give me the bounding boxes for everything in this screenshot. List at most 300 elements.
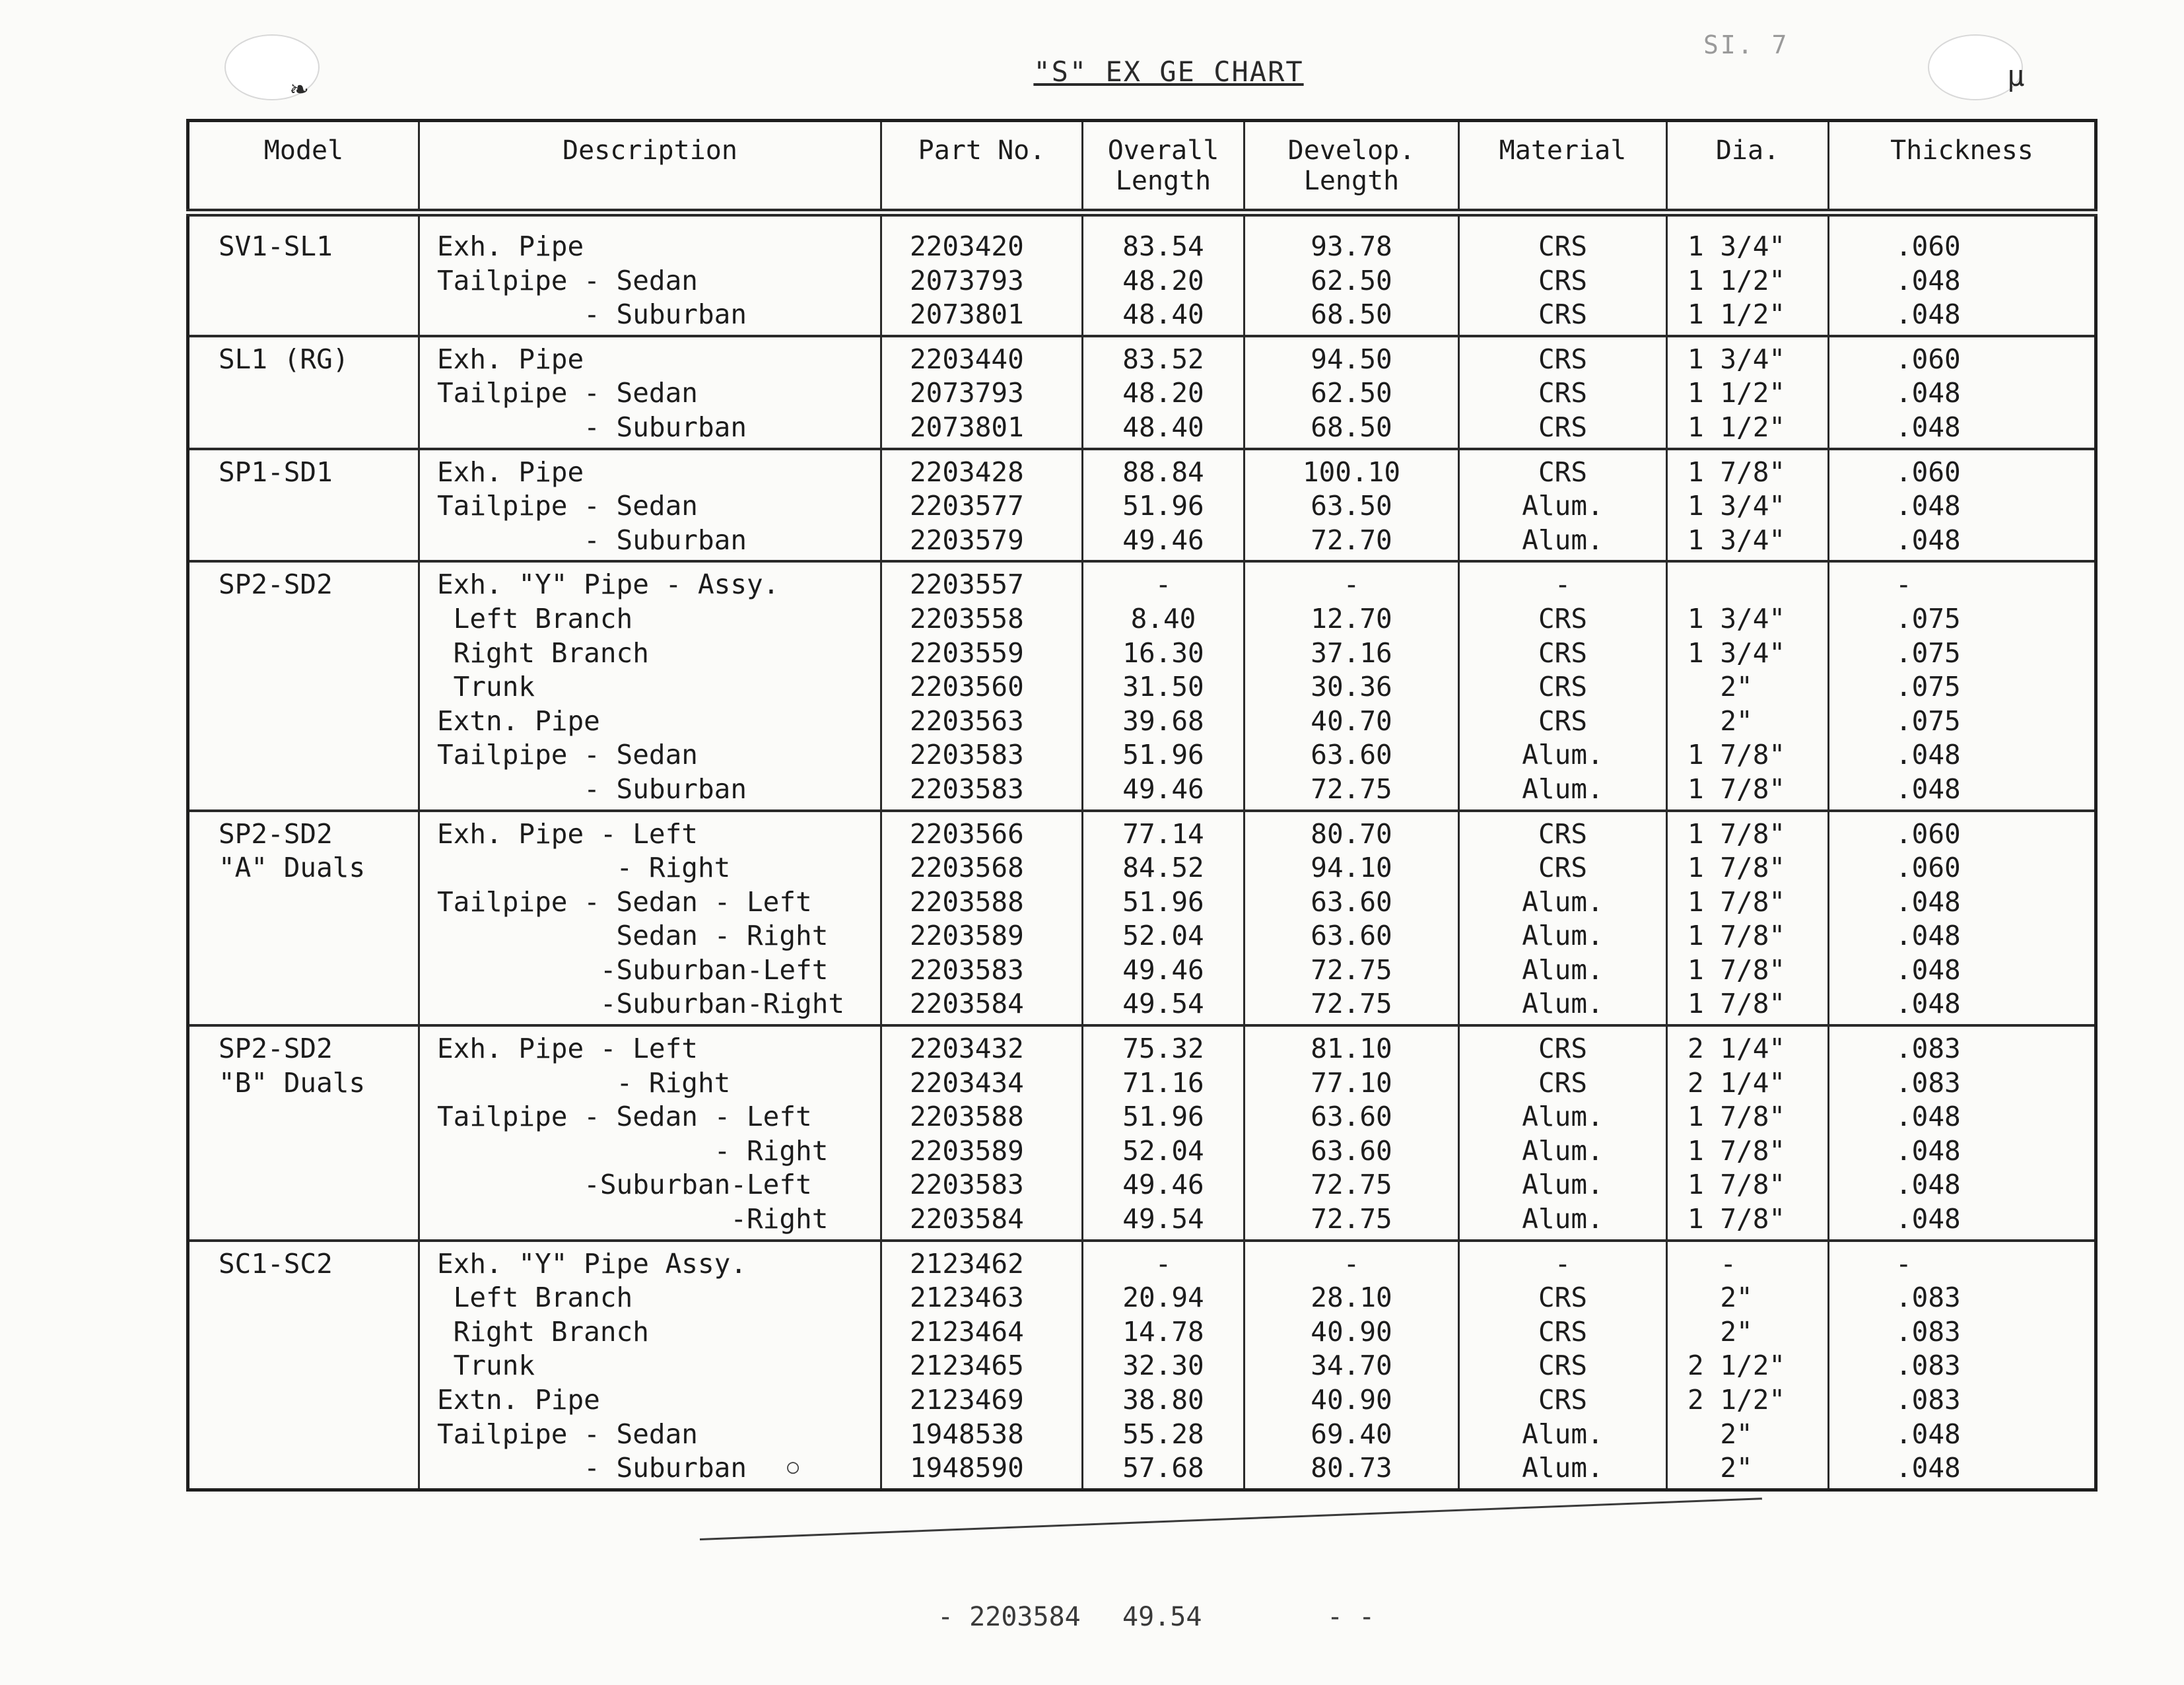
overall-length-value: 48.20 [1122,377,1204,409]
overall-length-cell [1083,561,1245,810]
develop-length-value: 63.60 [1311,1101,1392,1133]
material-value: CRS [1538,456,1588,488]
part-no-value: 2203563 [910,705,1024,737]
footer-fragment-left: - 2203584 [938,1602,1081,1632]
dia-cell [1667,213,1829,336]
overall-length-cell [1083,213,1245,336]
description-value: Extn. Pipe [437,705,600,737]
dia-value: 1 1/2" [1688,264,1786,296]
overall-length-value: 51.96 [1122,1101,1204,1133]
exhaust-pipe-chart-table [186,119,2098,1492]
develop-length-value: 40.90 [1311,1315,1392,1348]
material-value: CRS [1538,377,1588,409]
description-value: Exh. Pipe [437,230,584,262]
material-value: Alum. [1522,953,1604,986]
thickness-value: .075 [1895,671,1961,703]
dia-value: 1 7/8" [1688,1169,1786,1201]
model-label: SL1 (RG) [219,343,349,375]
part-no-value: 2203428 [910,456,1024,488]
table-header [188,121,2096,213]
thickness-value: .048 [1895,298,1961,331]
model-group [188,449,2096,562]
develop-length-cell [1245,561,1459,810]
part-no-value: 2203434 [910,1066,1024,1099]
part-no-cell [881,213,1083,336]
develop-length-value: 30.36 [1311,671,1392,703]
develop-length-value: - [1343,1247,1360,1280]
description-value: - Right [437,1066,731,1099]
description-value: - Suburban [437,298,747,331]
overall-length-value: 71.16 [1122,1066,1204,1099]
part-no-value: 2203588 [910,885,1024,918]
description-value: Left Branch [437,1282,633,1314]
description-value: Exh. Pipe [437,343,584,375]
part-no-value: 2203588 [910,1101,1024,1133]
thickness-value: - [1895,1247,1912,1280]
dia-value: 1 7/8" [1688,1101,1786,1133]
part-no-value: 2203566 [910,817,1024,850]
develop-length-value: 40.90 [1311,1384,1392,1416]
part-no-value: 2203589 [910,920,1024,952]
material-value: Alum. [1522,1418,1604,1450]
description-value: - Suburban [437,524,747,556]
develop-length-value: 28.10 [1311,1282,1392,1314]
thickness-value: .048 [1895,953,1961,986]
footer-fragment-mid: 49.54 [1122,1602,1202,1632]
material-value: Alum. [1522,920,1604,952]
part-no-value: 2203579 [910,524,1024,556]
dia-value: 1 3/4" [1688,636,1786,669]
develop-length-value: 81.10 [1311,1033,1392,1065]
model-group [188,213,2096,336]
header-overall-length-line1: Overall [1107,135,1219,166]
thickness-value: .048 [1895,377,1961,409]
dia-cell [1667,449,1829,562]
table-row [188,449,2096,562]
material-value: CRS [1538,1066,1588,1099]
dia-value: 2 1/2" [1688,1384,1786,1416]
material-value: Alum. [1522,1169,1604,1201]
overall-length-value: 51.96 [1122,885,1204,918]
description-value: Extn. Pipe [437,1384,600,1416]
material-value: CRS [1538,817,1588,850]
overall-length-value: 31.50 [1122,671,1204,703]
description-value: -Right [437,1203,829,1235]
thickness-value: .048 [1895,1169,1961,1201]
table-row [188,561,2096,810]
material-value: CRS [1538,1033,1588,1065]
thickness-value: .048 [1895,885,1961,918]
thickness-value: .048 [1895,739,1961,771]
handwritten-mark-icon: µ [2007,59,2025,93]
material-value: CRS [1538,636,1588,669]
overall-length-cell [1083,1025,1245,1241]
dia-value: 2 1/4" [1688,1066,1786,1099]
thickness-value: .048 [1895,1418,1961,1450]
part-no-value: 1948590 [910,1452,1024,1484]
thickness-value: .048 [1895,773,1961,805]
description-value: Trunk [437,1350,535,1382]
develop-length-value: 69.40 [1311,1418,1392,1450]
develop-length-value: 63.60 [1311,885,1392,918]
description-value: Tailpipe - Sedan - Left [437,1101,812,1133]
description-value: Tailpipe - Sedan [437,739,698,771]
develop-length-value: 68.50 [1311,298,1392,331]
develop-length-value: 72.75 [1311,988,1392,1020]
description-value: Tailpipe - Sedan [437,264,698,296]
overall-length-value: 55.28 [1122,1418,1204,1450]
thickness-value: .060 [1895,456,1961,488]
model-group [188,336,2096,449]
header-develop-length-line1: Develop. [1287,135,1416,166]
overall-length-value: 75.32 [1122,1033,1204,1065]
thickness-value: - [1895,568,1912,601]
develop-length-value: 12.70 [1311,602,1392,635]
develop-length-cell [1245,1241,1459,1490]
model-group [188,1241,2096,1490]
model-label: SP1-SD1 [219,456,333,488]
develop-length-cell [1245,811,1459,1026]
overall-length-value: - [1155,568,1172,601]
part-no-value: 2203557 [910,568,1024,601]
material-value: CRS [1538,230,1588,262]
material-value: Alum. [1522,885,1604,918]
part-no-value: 2203558 [910,602,1024,635]
dia-value: 1 7/8" [1688,456,1786,488]
material-value: Alum. [1522,988,1604,1020]
part-no-value: 2073793 [910,377,1024,409]
material-cell [1459,811,1667,1026]
model-label: "A" Duals [219,852,366,884]
overall-length-value: 49.54 [1122,1203,1204,1235]
thickness-value: .083 [1895,1384,1961,1416]
dia-value: 1 3/4" [1688,230,1786,262]
dia-value: 1 7/8" [1688,920,1786,952]
part-no-cell [881,811,1083,1026]
model-cell [188,1241,419,1490]
material-value: CRS [1538,852,1588,884]
overall-length-cell [1083,1241,1245,1490]
header-develop-length [1245,121,1459,213]
document-code: SI. 7 [1703,30,1789,59]
dia-value: 1 7/8" [1688,852,1786,884]
develop-length-value: 34.70 [1311,1350,1392,1382]
dia-value: 1 7/8" [1688,773,1786,805]
description-value: -Suburban-Right [437,988,845,1020]
description-value: - Suburban [437,773,747,805]
description-cell [419,213,881,336]
develop-length-value: 72.75 [1311,1169,1392,1201]
part-no-value: 2203589 [910,1134,1024,1167]
dia-value: 1 7/8" [1688,885,1786,918]
dia-value: 2" [1688,1418,1753,1450]
material-value: Alum. [1522,1134,1604,1167]
overall-length-value: 88.84 [1122,456,1204,488]
part-no-cell [881,449,1083,562]
table-row [188,213,2096,336]
part-no-value: 2203560 [910,671,1024,703]
model-cell [188,1025,419,1241]
dia-value: 1 7/8" [1688,988,1786,1020]
thickness-value: .048 [1895,988,1961,1020]
part-no-value: 2203568 [910,852,1024,884]
description-value: - Suburban [437,1452,747,1484]
develop-length-value: 100.10 [1302,456,1401,488]
header-overall-length [1083,121,1245,213]
model-label: SP2-SD2 [219,817,333,850]
description-cell [419,336,881,449]
overall-length-value: 83.54 [1122,230,1204,262]
header-material: Material [1459,121,1667,213]
thickness-value: .048 [1895,524,1961,556]
description-value: Right Branch [437,1315,649,1348]
dia-cell [1667,561,1829,810]
overall-length-value: 48.20 [1122,264,1204,296]
develop-length-value: 63.60 [1311,739,1392,771]
material-value: Alum. [1522,490,1604,522]
dia-value: 1 7/8" [1688,739,1786,771]
header-dia: Dia. [1667,121,1829,213]
develop-length-value: 80.70 [1311,817,1392,850]
dia-cell [1667,336,1829,449]
material-cell [1459,449,1667,562]
handwritten-mark-icon: ❧ [290,71,308,105]
material-cell [1459,1241,1667,1490]
part-no-value: 2123463 [910,1282,1024,1314]
develop-length-value: 72.75 [1311,1203,1392,1235]
part-no-value: 2203440 [910,343,1024,375]
develop-length-value: 72.75 [1311,953,1392,986]
description-value: Tailpipe - Sedan [437,1418,698,1450]
develop-length-value: 94.50 [1311,343,1392,375]
overall-length-cell [1083,449,1245,562]
develop-length-value: 72.70 [1311,524,1392,556]
develop-length-value: 37.16 [1311,636,1392,669]
develop-length-value: 63.60 [1311,1134,1392,1167]
overall-length-value: 49.46 [1122,773,1204,805]
material-cell [1459,1025,1667,1241]
model-label: SP2-SD2 [219,1033,333,1065]
description-cell [419,449,881,562]
dia-value: 1 7/8" [1688,1203,1786,1235]
material-value: Alum. [1522,773,1604,805]
develop-length-value: 77.10 [1311,1066,1392,1099]
material-value: CRS [1538,298,1588,331]
material-cell [1459,336,1667,449]
overall-length-value: 49.46 [1122,1169,1204,1201]
overall-length-value: 51.96 [1122,490,1204,522]
develop-length-value: 68.50 [1311,411,1392,443]
thickness-value: .083 [1895,1066,1961,1099]
header-thickness: Thickness [1829,121,2096,213]
table-row [188,336,2096,449]
model-cell [188,811,419,1026]
dia-value: 2 1/2" [1688,1350,1786,1382]
overall-length-value: 16.30 [1122,636,1204,669]
description-cell [419,1241,881,1490]
dia-cell [1667,811,1829,1026]
overall-length-value: 49.54 [1122,988,1204,1020]
dia-value: 1 3/4" [1688,524,1786,556]
thickness-value: .048 [1895,1134,1961,1167]
develop-length-value: 40.70 [1311,705,1392,737]
thickness-value: .048 [1895,1101,1961,1133]
thickness-cell [1829,336,2096,449]
overall-length-value: 32.30 [1122,1350,1204,1382]
thickness-value: .083 [1895,1350,1961,1382]
model-label: SP2-SD2 [219,568,333,601]
description-value: Right Branch [437,636,649,669]
model-label: SC1-SC2 [219,1247,333,1280]
description-cell [419,1025,881,1241]
thickness-value: .048 [1895,264,1961,296]
part-no-value: 2203584 [910,1203,1024,1235]
overall-length-value: 84.52 [1122,852,1204,884]
overall-length-value: 52.04 [1122,920,1204,952]
description-value: Exh. Pipe - Left [437,817,698,850]
develop-length-value: 62.50 [1311,264,1392,296]
dia-value: 2" [1688,671,1753,703]
dia-value: 2" [1688,705,1753,737]
part-no-value: 2123464 [910,1315,1024,1348]
part-no-value: 2073801 [910,298,1024,331]
thickness-value: .048 [1895,1452,1961,1484]
chart-title: "S" EX GE CHART [1033,55,1304,88]
description-value: Sedan - Right [437,920,829,952]
overall-length-value: 49.46 [1122,524,1204,556]
material-value: Alum. [1522,524,1604,556]
description-value: Exh. Pipe - Left [437,1033,698,1065]
part-no-value: 2073801 [910,411,1024,443]
overall-length-value: 83.52 [1122,343,1204,375]
thickness-value: .075 [1895,705,1961,737]
develop-length-value: 80.73 [1311,1452,1392,1484]
description-cell [419,561,881,810]
develop-length-value: 63.60 [1311,920,1392,952]
header-model: Model [188,121,419,213]
description-value: Left Branch [437,602,633,635]
overall-length-value: 38.80 [1122,1384,1204,1416]
material-value: - [1554,568,1571,601]
description-value: Exh. "Y" Pipe - Assy. [437,568,780,601]
dia-value: 1 3/4" [1688,343,1786,375]
dia-value: 1 7/8" [1688,1134,1786,1167]
model-cell [188,213,419,336]
table-row [188,1025,2096,1241]
thickness-value: .060 [1895,343,1961,375]
develop-length-cell [1245,213,1459,336]
footer-rule [700,1497,1762,1540]
thickness-value: .048 [1895,490,1961,522]
table-row [188,1241,2096,1490]
material-value: CRS [1538,602,1588,635]
dia-value: 1 7/8" [1688,953,1786,986]
material-value: - [1554,1247,1571,1280]
thickness-value: .083 [1895,1033,1961,1065]
part-no-cell [881,1241,1083,1490]
dia-value: 1 1/2" [1688,298,1786,331]
develop-length-value: 72.75 [1311,773,1392,805]
overall-length-value: 57.68 [1122,1452,1204,1484]
overall-length-value: 8.40 [1130,602,1196,635]
part-no-value: 2203583 [910,1169,1024,1201]
thickness-cell [1829,561,2096,810]
develop-length-value: 94.10 [1311,852,1392,884]
overall-length-value: 48.40 [1122,298,1204,331]
description-value: - Suburban [437,411,747,443]
header-description: Description [419,121,881,213]
model-cell [188,449,419,562]
thickness-cell [1829,213,2096,336]
overall-length-value: 39.68 [1122,705,1204,737]
material-value: CRS [1538,1350,1588,1382]
header-overall-length-line2: Length [1115,166,1211,196]
material-value: CRS [1538,264,1588,296]
part-no-value: 1948538 [910,1418,1024,1450]
thickness-value: .083 [1895,1315,1961,1348]
description-value: - Right [437,1134,829,1167]
description-value: Tailpipe - Sedan [437,490,698,522]
thickness-value: .048 [1895,920,1961,952]
overall-length-value: 52.04 [1122,1134,1204,1167]
thickness-cell [1829,811,2096,1026]
part-no-value: 2203583 [910,773,1024,805]
header-part-no: Part No. [881,121,1083,213]
part-no-value: 2123469 [910,1384,1024,1416]
material-cell [1459,213,1667,336]
part-no-cell [881,561,1083,810]
overall-length-value: 48.40 [1122,411,1204,443]
part-no-value: 2203577 [910,490,1024,522]
description-value: Trunk [437,671,535,703]
model-group [188,1025,2096,1241]
develop-length-value: 63.50 [1311,490,1392,522]
dia-value: 2" [1688,1452,1753,1484]
material-value: Alum. [1522,1101,1604,1133]
develop-length-cell [1245,336,1459,449]
model-label: SV1-SL1 [219,230,333,262]
dia-cell [1667,1241,1829,1490]
part-no-value: 2203559 [910,636,1024,669]
model-cell [188,561,419,810]
thickness-value: .060 [1895,230,1961,262]
material-value: CRS [1538,1282,1588,1314]
part-no-value: 2203583 [910,739,1024,771]
material-value: CRS [1538,1384,1588,1416]
description-value: - Right [437,852,731,884]
overall-length-value: 77.14 [1122,817,1204,850]
material-value: Alum. [1522,739,1604,771]
model-group [188,811,2096,1026]
description-value: -Suburban-Left [437,953,829,986]
material-cell [1459,561,1667,810]
ring-mark-icon: ○ [787,1455,800,1478]
material-value: CRS [1538,343,1588,375]
material-value: CRS [1538,705,1588,737]
dia-value: 2" [1688,1315,1753,1348]
table-row [188,811,2096,1026]
footer-fragment-right: - - [1327,1602,1375,1632]
overall-length-cell [1083,336,1245,449]
material-value: CRS [1538,411,1588,443]
overall-length-value: - [1155,1247,1172,1280]
thickness-cell [1829,1241,2096,1490]
dia-cell [1667,1025,1829,1241]
material-value: Alum. [1522,1452,1604,1484]
dia-value: 1 7/8" [1688,817,1786,850]
develop-length-value: - [1343,568,1360,601]
dia-value: 1 1/2" [1688,411,1786,443]
